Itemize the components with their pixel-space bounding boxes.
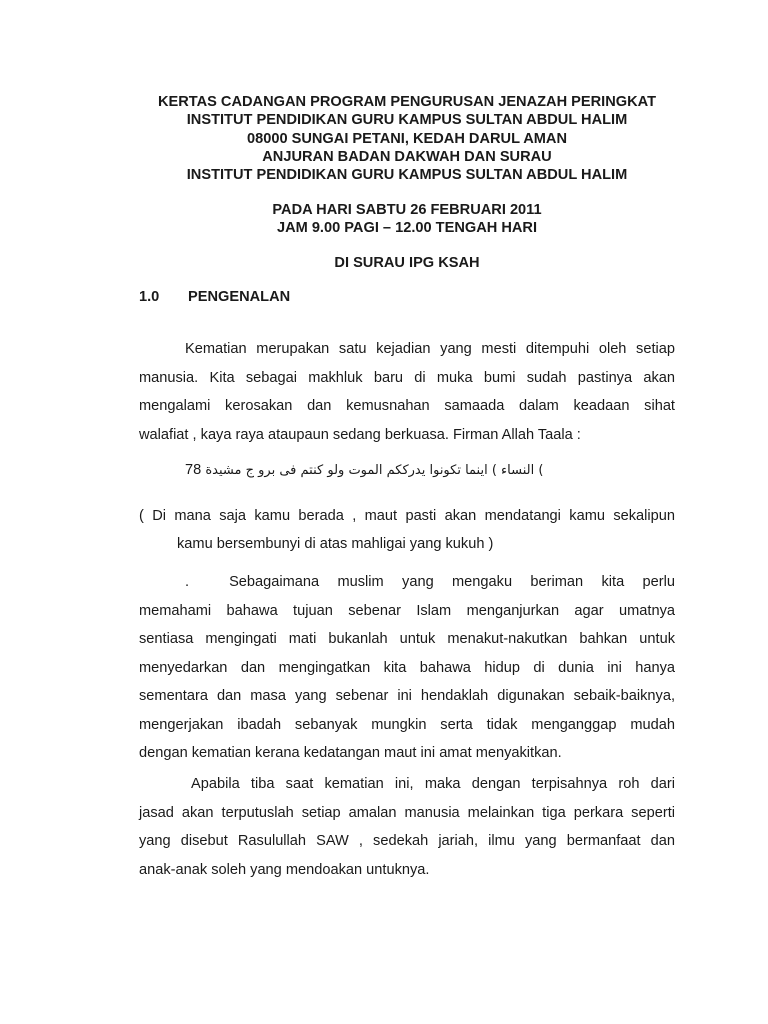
translation-line: kamu bersembunyi di atas mahligai yang kukuh ) [177, 536, 494, 552]
document-title [100, 93, 714, 184]
paragraph-line: Apabila tiba saat kematian ini, maka dengan terpisahnya roh dari [191, 776, 675, 792]
paragraph-line: sementara dan masa yang sebenar ini hendaklah digunakan sebaik-baiknya, [139, 688, 675, 704]
arabic-verse [185, 458, 544, 483]
title-line: 08000 SUNGAI PETANI, KEDAH DARUL AMAN [246, 130, 568, 147]
paragraph-line: sentiasa mengingati mati bukanlah untuk menakut-nakutkan bahkan untuk [139, 631, 675, 647]
paragraph-line: mengalami kerosakan dan kemusnahan samaada dalam keadaan sihat [139, 398, 675, 414]
paragraph-line: mengerjakan ibadah sebanyak mungkin serta tidak menganggap mudah [139, 716, 675, 733]
paragraph-line [139, 568, 675, 597]
paragraph-line: Kematian merupakan satu kejadian yang mesti ditempuhi oleh setiap [185, 341, 675, 357]
paragraph-line: manusia. Kita sebagai makhluk baru di muka bumi sudah pastinya akan [139, 369, 675, 386]
section-heading [139, 288, 290, 306]
title-line: KERTAS CADANGAN PROGRAM PENGURUSAN JENAZAH PERINGKAT [157, 94, 657, 110]
paragraph-line: memahami bahawa tujuan sebenar Islam menganjurkan agar umatnya [139, 602, 675, 619]
event-time: JAM 9.00 PAGI – 12.00 TENGAH HARI [276, 220, 538, 237]
paragraph-line: menyedarkan dan mengingatkan kita bahawa hidup di dunia ini hanya [139, 659, 675, 676]
leading-dot: . [185, 574, 190, 590]
event-venue: DI SURAU IPG KSAH [334, 255, 480, 271]
title-line: ANJURAN BADAN DAKWAH DAN SURAU [262, 148, 552, 165]
section-title: PENGENALAN [188, 289, 291, 305]
title-line: INSTITUT PENDIDIKAN GURU KAMPUS SULTAN ABDUL HALIM [186, 112, 628, 129]
paragraph-line: jasad akan terputuslah setiap amalan manusia melainkan tiga perkara seperti [139, 804, 675, 821]
paragraph-line: dengan kematian kerana kedatangan maut ini amat menyakitkan. [139, 745, 562, 761]
paragraph-second [139, 568, 675, 768]
event-date: PADA HARI SABTU 26 FEBRUARI 2011 [272, 202, 542, 218]
verse-number: 78 [185, 462, 202, 478]
verse-translation [139, 502, 675, 558]
event-date-time [100, 201, 714, 238]
paragraph-line-text: Sebagaimana muslim yang mengaku beriman kita perlu [229, 574, 675, 590]
paragraph-line: walafiat , kaya raya ataupaun sedang berkuasa. Firman Allah Taala : [139, 426, 581, 443]
verse-text: النساء ) اينما تكونوا يدرككم الموت ولو كنتم فى برو ج مشيدة ( [205, 463, 544, 478]
paragraph-line: yang disebut Rasulullah SAW , sedekah jariah, ilmu yang bermanfaat dan [139, 833, 675, 849]
paragraph-line: anak-anak soleh yang mendoakan untuknya. [139, 861, 430, 878]
section-number: 1.0 [139, 289, 160, 305]
paragraph-third [139, 770, 675, 884]
paragraph-intro [139, 335, 675, 449]
translation-line: ( Di mana saja kamu berada , maut pasti akan mendatangi kamu sekalipun [139, 508, 675, 524]
title-line: INSTITUT PENDIDIKAN GURU KAMPUS SULTAN ABDUL HALIM [186, 167, 628, 184]
